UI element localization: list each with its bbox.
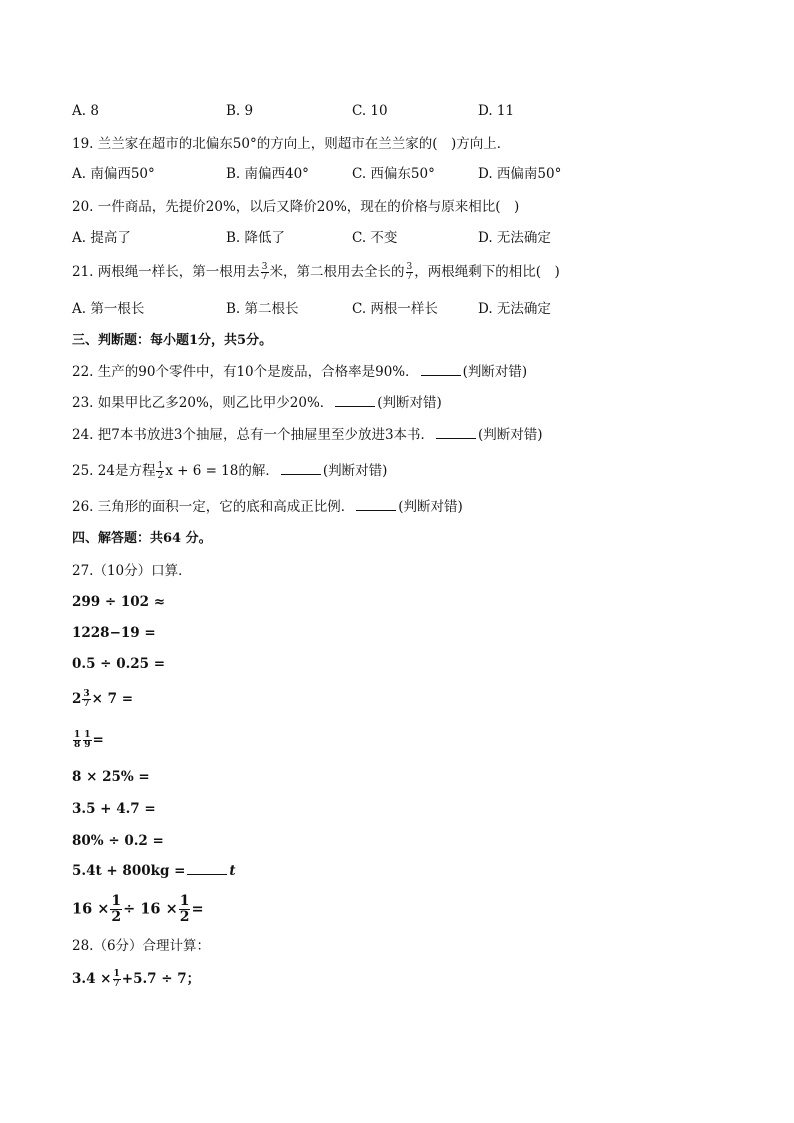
q27-title: 27.（10分）口算． — [72, 563, 192, 579]
q19-option-a: A. 南偏西50° — [72, 166, 155, 182]
q21-text-a: 21. 两根绳一样长，第一根用去 — [72, 264, 260, 280]
q26-text: 26. 三角形的面积一定，它的底和高成正比例． — [72, 499, 355, 515]
q23 — [72, 394, 442, 412]
q27-item-4-fraction: $\frac{3}{7}$ — [83, 689, 90, 709]
q20-option-d: D. 无法确定 — [478, 230, 551, 246]
q21-text-b: 米，第二根用去全长的 — [269, 264, 405, 280]
q28-expression — [72, 970, 200, 989]
q22-text: 22. 生产的90个零件中，有10个是废品，合格率是90%． — [72, 364, 419, 380]
section-4-heading: 四、解答题：共64 分。 — [72, 531, 212, 546]
q25-text-a: 25. 24是方程 — [72, 463, 156, 479]
q22-tail: (判断对错) — [462, 364, 528, 380]
q27-item-10-c: = — [191, 900, 204, 918]
q27-item-10-fraction-1: $\frac{1}{2}$ — [111, 893, 122, 925]
q19-option-d: D. 西偏南50° — [478, 166, 562, 182]
q25-text-b: x + 6 = 18的解． — [165, 463, 279, 479]
q19-option-b: B. 南偏西40° — [226, 166, 309, 182]
q20-option-a: A. 提高了 — [72, 230, 131, 246]
q18-option-c: C. 10 — [352, 103, 388, 119]
q22 — [72, 363, 527, 381]
q27-item-5-fraction-1: $\frac{1}{8}$ — [74, 730, 81, 750]
q27-item-1: 299 ÷ 102 ≈ — [72, 594, 166, 610]
q20-option-b: B. 降低了 — [226, 230, 286, 246]
q26 — [72, 498, 463, 516]
q28-expr-b: +5.7 ÷ 7； — [121, 971, 201, 987]
q24 — [72, 426, 543, 444]
q21-option-c: C. 两根一样长 — [352, 301, 438, 317]
q27-item-4-whole: 2 — [72, 691, 82, 707]
q21-option-a: A. 第一根长 — [72, 301, 145, 317]
q27-item-10 — [72, 894, 204, 925]
q21-option-b: B. 第二根长 — [226, 301, 299, 317]
q25-answer-blank[interactable] — [281, 462, 321, 475]
q25-fraction: $\frac{1}{2}$ — [157, 461, 164, 481]
q28-fraction: $\frac{1}{7}$ — [113, 969, 120, 989]
q18-option-d: D. 11 — [478, 103, 515, 119]
q27-item-9-expr: 5.4t + 800kg = — [72, 863, 186, 879]
q19-text: 19. 兰兰家在超市的北偏东50°的方向上，则超市在兰兰家的( )方向上． — [72, 136, 511, 152]
q23-text: 23. 如果甲比乙多20%，则乙比甲少20%． — [72, 395, 334, 411]
q22-answer-blank[interactable] — [421, 363, 461, 376]
q27-item-2: 1228−19 = — [72, 625, 156, 641]
q20-text: 20. 一件商品，先提价20%，以后又降价20%，现在的价格与原来相比( ) — [72, 199, 520, 215]
q25 — [72, 462, 387, 481]
q27-item-9 — [72, 862, 236, 880]
q28-title: 28.（6分）合理计算： — [72, 938, 211, 954]
q27-item-5 — [72, 731, 104, 750]
q26-answer-blank[interactable] — [356, 498, 396, 511]
q18-option-a: A. 8 — [72, 103, 99, 119]
q26-tail: (判断对错) — [398, 499, 463, 515]
q27-item-5-fraction-2: $\frac{1}{9}$ — [84, 730, 91, 750]
q27-item-9-unit: t — [229, 863, 236, 879]
q24-tail: (判断对错) — [478, 427, 543, 443]
section-3-heading: 三、判断题：每小题1分，共5分。 — [72, 333, 273, 348]
q18-option-b: B. 9 — [226, 103, 254, 119]
q27-item-5-tail: = — [92, 732, 104, 748]
q27-item-9-blank[interactable] — [187, 862, 227, 875]
q27-item-10-b: ÷ 16 × — [123, 900, 178, 918]
q19-option-c: C. 西偏东50° — [352, 166, 435, 182]
q25-tail: (判断对错) — [322, 463, 388, 479]
q23-tail: (判断对错) — [377, 395, 442, 411]
q21-fraction-2: $\frac{3}{7}$ — [406, 262, 413, 282]
q21-fraction-1: $\frac{3}{7}$ — [261, 262, 268, 282]
q21-option-d: D. 无法确定 — [478, 301, 551, 317]
q23-answer-blank[interactable] — [335, 394, 375, 407]
q27-item-6: 8 × 25% = — [72, 769, 150, 785]
q24-answer-blank[interactable] — [436, 426, 476, 439]
q27-item-8: 80% ÷ 0.2 = — [72, 833, 164, 849]
q27-item-7: 3.5 + 4.7 = — [72, 801, 156, 817]
q27-item-4 — [72, 690, 133, 709]
q27-item-10-fraction-2: $\frac{1}{2}$ — [179, 893, 190, 925]
q24-text: 24. 把7本书放进3个抽屉，总有一个抽屉里至少放进3本书． — [72, 427, 435, 443]
q21-text — [72, 263, 560, 282]
q20-option-c: C. 不变 — [352, 230, 398, 246]
q27-item-10-a: 16 × — [72, 900, 110, 918]
q28-expr-a: 3.4 × — [72, 971, 112, 987]
q21-text-c: ，两根绳剩下的相比( ) — [414, 264, 560, 280]
q27-item-3: 0.5 ÷ 0.25 = — [72, 656, 166, 672]
q27-item-4-rest: × 7 = — [91, 691, 134, 707]
